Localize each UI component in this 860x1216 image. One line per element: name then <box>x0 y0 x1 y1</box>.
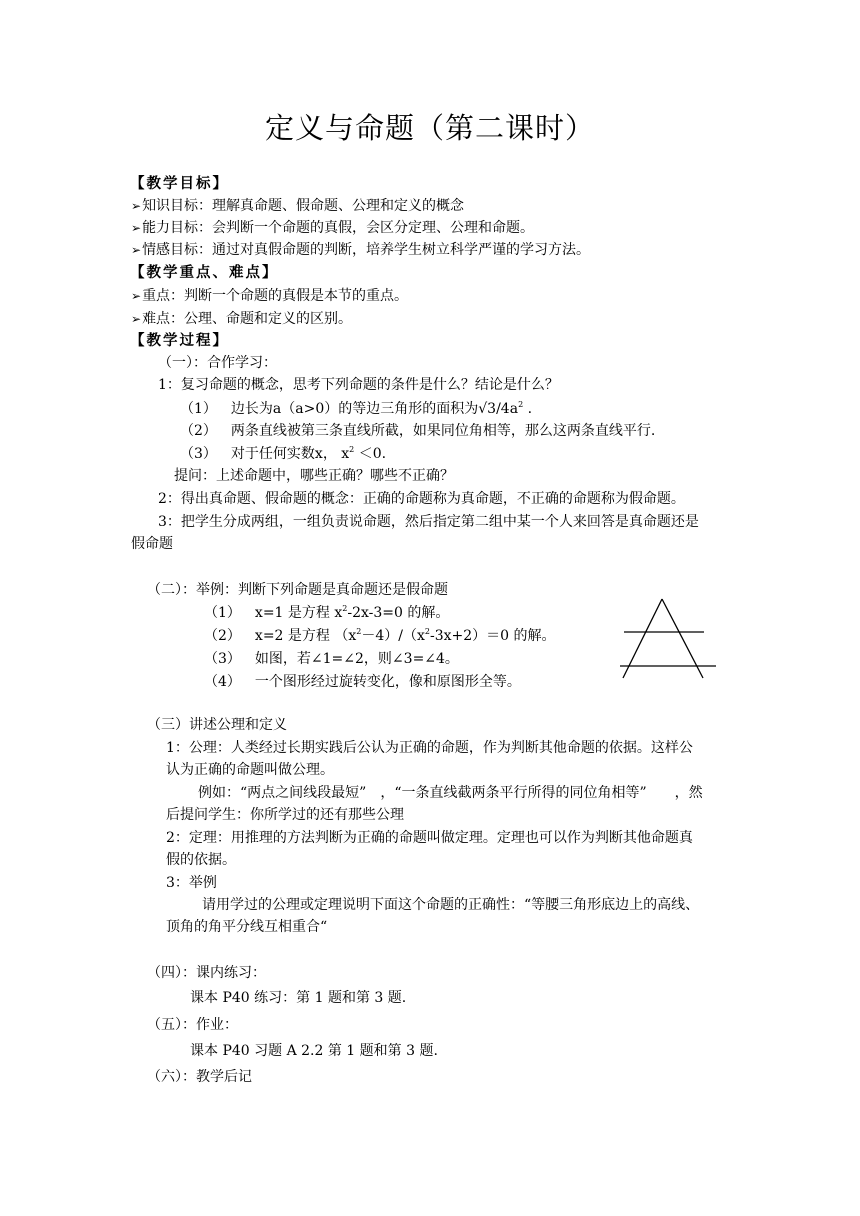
theorem-paragraph: 2：定理：用推理的方法判断为正确的命题叫做定理。定理也可以作为判断其他命题真 <box>166 830 693 846</box>
axiom-example-cont: 后提问学生：你所学过的还有那些公理 <box>166 807 404 823</box>
axiom-paragraph-cont: 认为正确的命题叫做公理。 <box>166 762 334 778</box>
item-number: （3） <box>204 651 241 667</box>
keypoint-text: 重点：判断一个命题的真假是本节的重点。 <box>142 288 409 304</box>
item-number: （2） <box>180 423 217 439</box>
example-text: x=1 是方程 x <box>254 605 343 621</box>
section-5-text: 课本 P40 习题 A 2.2 第 1 题和第 3 题. <box>190 1043 438 1059</box>
question-text: 两条直线被第三条直线所截，如果同位角相等，那么这两条直线平行. <box>230 423 656 439</box>
arrow-bullet-icon: ➢ <box>131 199 142 213</box>
process-heading: 【教学过程】 <box>130 332 229 349</box>
goal-text: 知识目标：理解真命题、假命题、公理和定义的概念 <box>142 198 465 214</box>
question-3 <box>180 443 386 465</box>
superscript: 2 <box>518 400 524 409</box>
goal-text: 能力目标：会判断一个命题的真假，会区分定理、公理和命题。 <box>142 220 535 236</box>
goal-item-knowledge <box>131 195 464 217</box>
superscript: 2 <box>342 604 348 613</box>
section-1-paragraph-1: 1：复习命题的概念，思考下列命题的条件是什么？结论是什么？ <box>158 377 559 393</box>
superscript: 2 <box>356 627 362 636</box>
section-1-ask: 提问：上述命题中，哪些正确？哪些不正确？ <box>174 468 454 484</box>
section-1-paragraph-3-cont: 假命题 <box>131 536 173 552</box>
example-text: ，然 <box>674 785 703 801</box>
item-number: （3） <box>180 446 217 462</box>
keypoint-item-focus <box>131 285 408 307</box>
example-text: x=2 是方程 （x <box>254 628 357 644</box>
example-text: -3x+2）＝0 的解。 <box>429 628 556 644</box>
arrow-bullet-icon: ➢ <box>131 289 142 303</box>
section-3-title: （三）讲述公理和定义 <box>147 717 287 733</box>
arrow-bullet-icon: ➢ <box>131 221 142 235</box>
section-1-paragraph-3: 3：把学生分成两组，一组负责说命题，然后指定第二组中某一个人来回答是真命题还是 <box>158 514 699 530</box>
theorem-paragraph-cont: 假的依据。 <box>166 852 236 868</box>
example-3 <box>204 648 459 670</box>
item-number: （2） <box>204 628 241 644</box>
keypoint-item-difficulty <box>131 308 352 330</box>
example-text: －4）/（x <box>361 628 425 644</box>
example-1 <box>204 602 449 624</box>
page-title: 定义与命题（第二课时） <box>264 111 595 145</box>
question-text: . <box>527 401 533 417</box>
question-text: 边长为a（a>0）的等边三角形的面积为√3/4a <box>230 401 519 417</box>
keypoints-heading: 【教学重点、难点】 <box>130 264 279 281</box>
item-number: （4） <box>204 674 241 690</box>
goals-heading: 【教学目标】 <box>130 175 229 192</box>
section-6-title: （六）：教学后记 <box>147 1069 252 1085</box>
question-text: 对于任何实数x， x <box>230 446 350 462</box>
superscript: 2 <box>349 445 355 454</box>
triangle-figure <box>620 596 720 682</box>
section-1-paragraph-2: 2：得出真命题、假命题的概念：正确的命题称为真命题，不正确的命题称为假命题。 <box>158 491 685 507</box>
example-text: ，“一条直线截两条平行所得的同位角相等” <box>380 785 647 801</box>
example-heading: 3：举例 <box>166 875 217 891</box>
example-2 <box>204 625 556 647</box>
item-number: （1） <box>180 401 217 417</box>
goal-item-emotion <box>131 239 590 261</box>
question-2 <box>180 420 655 442</box>
example-text: 一个图形经过旋转变化，像和原图形全等。 <box>254 674 521 690</box>
question-text: ＜0. <box>358 446 387 462</box>
goal-item-ability <box>131 217 534 239</box>
example-text: 例如：“两点之间线段最短” <box>198 785 367 801</box>
example-text: 如图，若∠1=∠2，则∠3=∠4。 <box>254 651 459 667</box>
arrow-bullet-icon: ➢ <box>131 312 142 326</box>
example-prompt: 请用学过的公理或定理说明下面这个命题的正确性：“等腰三角形底边上的高线、 <box>202 897 700 913</box>
example-text: -2x-3=0 的解。 <box>347 605 450 621</box>
section-1-title: （一）：合作学习： <box>158 355 277 371</box>
section-4-title: （四）：课内练习： <box>147 965 266 981</box>
item-number: （1） <box>204 605 241 621</box>
superscript: 2 <box>424 627 430 636</box>
example-4 <box>204 671 521 693</box>
goal-text: 情感目标：通过对真假命题的判断，培养学生树立科学严谨的学习方法。 <box>142 242 591 258</box>
axiom-paragraph: 1：公理：人类经过长期实践后公认为正确的命题，作为判断其他命题的依据。这样公 <box>166 740 693 756</box>
section-4-text: 课本 P40 练习：第 1 题和第 3 题. <box>190 990 407 1006</box>
section-2-title: （二）：举例：判断下列命题是真命题还是假命题 <box>147 582 448 598</box>
section-5-title: （五）：作业： <box>147 1017 238 1033</box>
keypoint-text: 难点：公理、命题和定义的区别。 <box>142 311 353 327</box>
arrow-bullet-icon: ➢ <box>131 243 142 257</box>
example-prompt-cont: 顶角的角平分线互相重合“ <box>166 919 328 935</box>
question-1 <box>180 398 532 420</box>
axiom-example <box>198 782 703 804</box>
